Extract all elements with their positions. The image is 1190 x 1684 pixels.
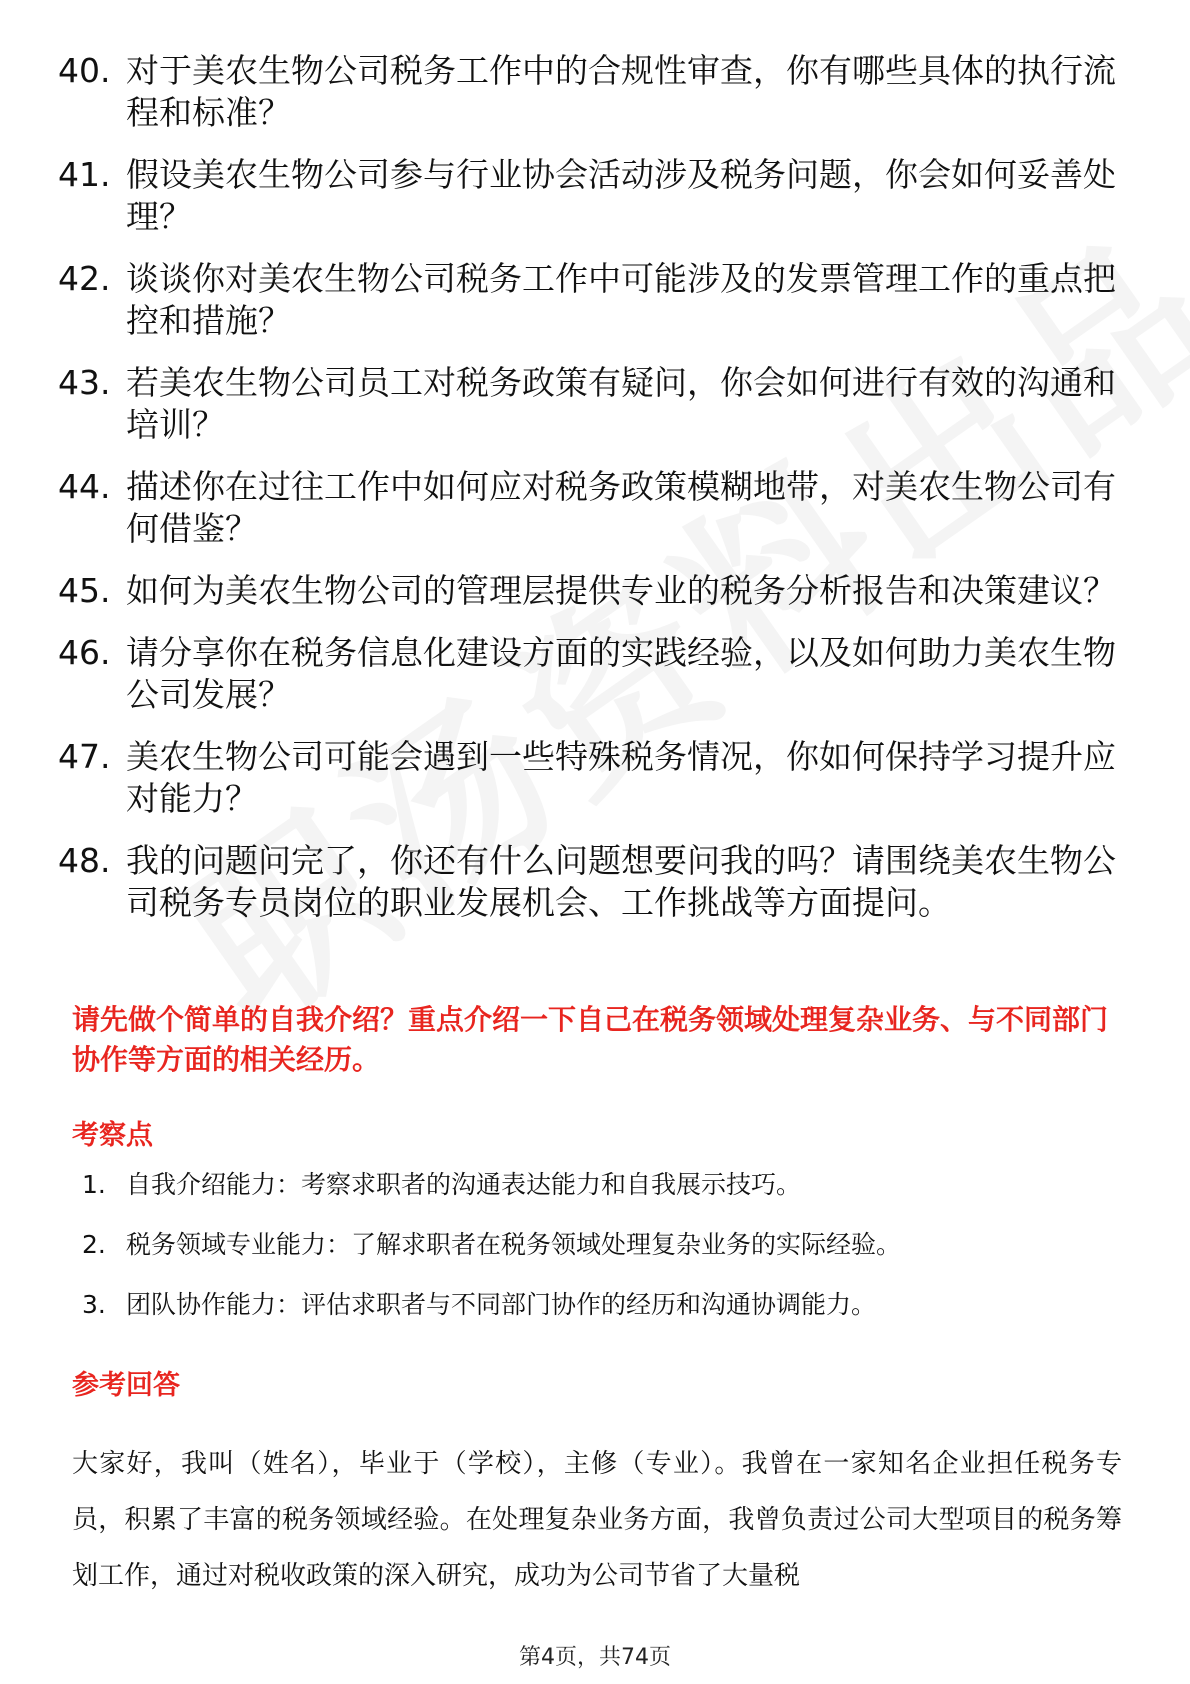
list-item-number: 46. xyxy=(58,633,111,672)
list-item xyxy=(58,258,1118,342)
assessment-list xyxy=(82,1167,1112,1347)
list-item-number: 40. xyxy=(58,51,111,90)
list-item xyxy=(58,632,1118,716)
assessment-heading: 考察点 xyxy=(72,1120,153,1151)
list-item-number: 1. xyxy=(82,1170,106,1199)
list-item-number: 41. xyxy=(58,155,111,194)
list-item xyxy=(58,840,1118,924)
list-item-number: 44. xyxy=(58,467,111,506)
list-item-number: 43. xyxy=(58,363,111,402)
list-item-text: 对于美农生物公司税务工作中的合规性审查，你有哪些具体的执行流程和标准？ xyxy=(126,51,1116,132)
list-item xyxy=(58,50,1118,134)
page-footer: 第4页，共74页 xyxy=(519,1645,671,1670)
list-item-number: 47. xyxy=(58,737,111,776)
list-item xyxy=(58,466,1118,550)
list-item-text: 税务领域专业能力：了解求职者在税务领域处理复杂业务的实际经验。 xyxy=(126,1230,902,1259)
list-item-number: 42. xyxy=(58,259,111,298)
list-item-text: 请分享你在税务信息化建设方面的实践经验，以及如何助力美农生物公司发展？ xyxy=(126,633,1116,714)
list-item xyxy=(58,736,1118,820)
list-item-text: 如何为美农生物公司的管理层提供专业的税务分析报告和决策建议？ xyxy=(126,571,1116,610)
list-item xyxy=(58,570,1118,612)
list-item xyxy=(82,1227,1112,1263)
question-list xyxy=(58,50,1118,944)
list-item xyxy=(58,154,1118,238)
list-item-number: 2. xyxy=(82,1230,106,1259)
main-question: 请先做个简单的自我介绍？重点介绍一下自己在税务领域处理复杂业务、与不同部门协作等方面的相关经历。 xyxy=(72,1003,1109,1076)
list-item-text: 自我介绍能力：考察求职者的沟通表达能力和自我展示技巧。 xyxy=(126,1170,802,1199)
list-item-number: 3. xyxy=(82,1290,106,1319)
reference-heading: 参考回答 xyxy=(72,1370,180,1401)
list-item-text: 美农生物公司可能会遇到一些特殊税务情况，你如何保持学习提升应对能力？ xyxy=(126,737,1116,818)
list-item xyxy=(82,1287,1112,1323)
list-item-text: 假设美农生物公司参与行业协会活动涉及税务问题，你会如何妥善处理？ xyxy=(126,155,1116,236)
list-item xyxy=(58,362,1118,446)
list-item-text: 描述你在过往工作中如何应对税务政策模糊地带，对美农生物公司有何借鉴？ xyxy=(126,467,1116,548)
list-item-number: 45. xyxy=(58,571,111,610)
list-item-text: 团队协作能力：评估求职者与不同部门协作的经历和沟通协调能力。 xyxy=(126,1290,877,1319)
list-item-text: 若美农生物公司员工对税务政策有疑问，你会如何进行有效的沟通和培训？ xyxy=(126,363,1116,444)
list-item-number: 48. xyxy=(58,841,111,880)
list-item-text: 谈谈你对美农生物公司税务工作中可能涉及的发票管理工作的重点把控和措施？ xyxy=(126,259,1116,340)
reference-answer: 大家好，我叫（姓名），毕业于（学校），主修（专业）。我曾在一家知名企业担任税务专员，积累了丰富的税务领域经验。在处理复杂业务方面，我曾负责过公司大型项目的税务筹划工作，通过对税收政策的深入研究，成功为公司节省了大量税 xyxy=(72,1449,1122,1591)
list-item-text: 我的问题问完了，你还有什么问题想要问我的吗？请围绕美农生物公司税务专员岗位的职业发展机会、工作挑战等方面提问。 xyxy=(126,841,1116,922)
list-item xyxy=(82,1167,1112,1203)
